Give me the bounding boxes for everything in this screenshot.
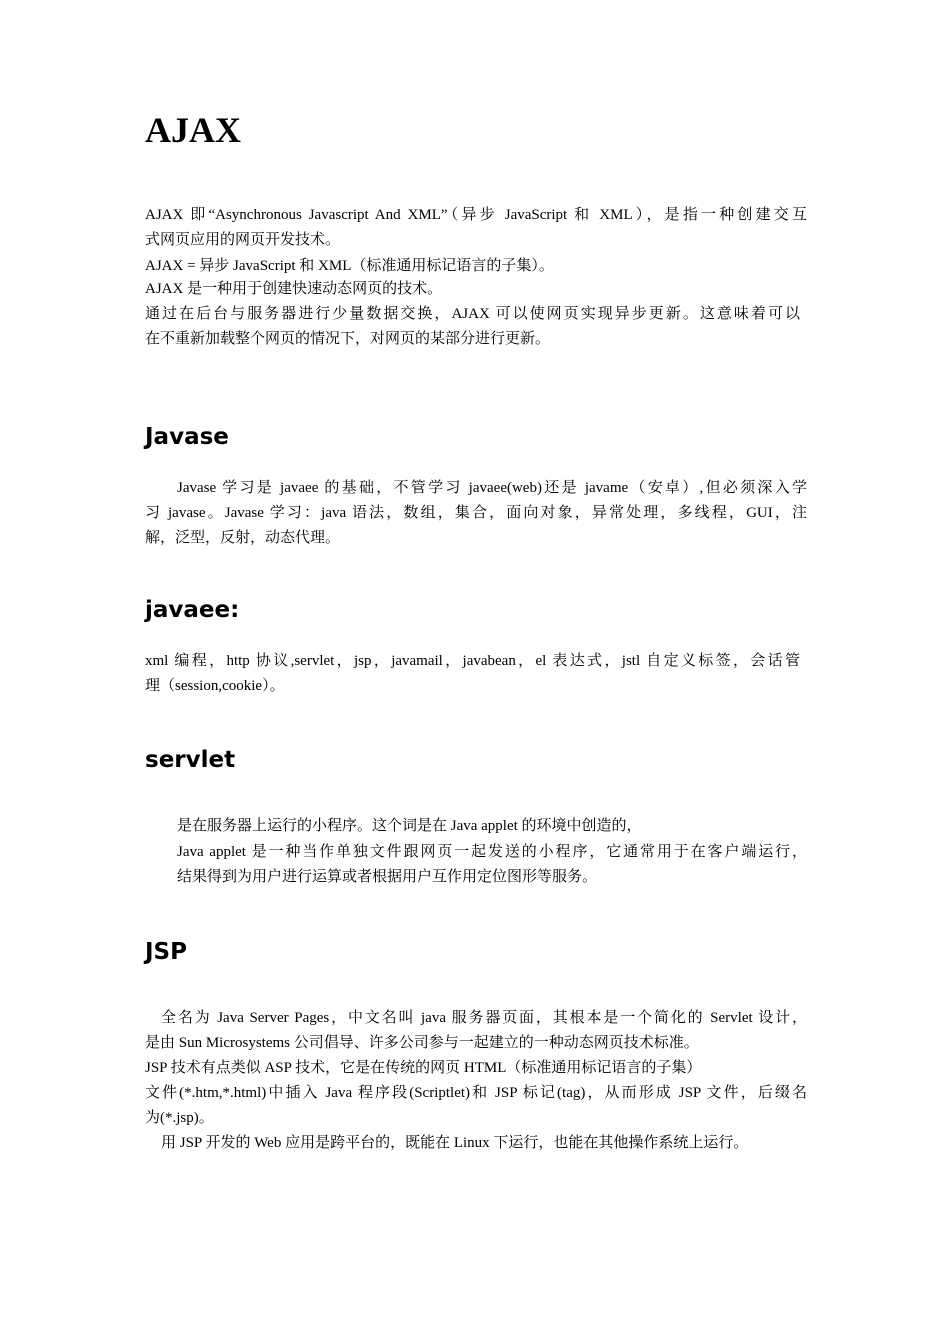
javase-line-1: Javase 学习是 javaee 的基础，不管学习 javaee(web)还是 javame（安卓）,但必须深入学 — [177, 480, 807, 496]
javase-heading: Javase — [145, 424, 229, 450]
javaee-line-2: 理（session,cookie）。 — [145, 678, 285, 694]
ajax-line-1: AJAX 即“Asynchronous Javascript And XML”（异步 JavaScript 和 XML），是指一种创建交互 — [145, 207, 807, 223]
jsp-line-2: 是由 Sun Microsystems 公司倡导、许多公司参与一起建立的一种动态网页技术标准。 — [145, 1035, 699, 1051]
servlet-line-1: 是在服务器上运行的小程序。这个词是在 Java applet 的环境中创造的， — [177, 818, 642, 834]
ajax-line-4: AJAX 是一种用于创建快速动态网页的技术。 — [145, 281, 443, 297]
javaee-heading: javaee: — [145, 597, 240, 623]
ajax-line-6: 在不重新加载整个网页的情况下，对网页的某部分进行更新。 — [145, 331, 551, 347]
jsp-line-5: 为(*.jsp)。 — [145, 1110, 214, 1126]
servlet-line-3: 结果得到为用户进行运算或者根据用户互作用定位图形等服务。 — [177, 869, 598, 885]
servlet-heading: servlet — [145, 747, 236, 773]
javase-line-2: 习 javase。Javase 学习：java 语法，数组，集合，面向对象，异常处理，多线程，GUI，注 — [145, 505, 807, 521]
javase-line-3: 解，泛型，反射，动态代理。 — [145, 530, 341, 546]
ajax-heading: AJAX — [145, 110, 241, 150]
jsp-heading: JSP — [145, 939, 187, 965]
jsp-line-4: 文件(*.htm,*.html)中插入 Java 程序段(Scriptlet)和 JSP 标记(tag)，从而形成 JSP 文件，后缀名 — [145, 1085, 807, 1101]
ajax-line-2: 式网页应用的网页开发技术。 — [145, 232, 341, 248]
ajax-line-5: 通过在后台与服务器进行少量数据交换，AJAX 可以使网页实现异步更新。这意味着可以 — [145, 306, 800, 322]
jsp-line-6: 用 JSP 开发的 Web 应用是跨平台的，既能在 Linux 下运行，也能在其他操作系统上运行。 — [161, 1135, 749, 1151]
jsp-line-3: JSP 技术有点类似 ASP 技术，它是在传统的网页 HTML（标准通用标记语言的子集） — [145, 1060, 702, 1076]
javaee-line-1: xml 编程，http 协议,servlet，jsp，javamail，javabean，el 表达式，jstl 自定义标签，会话管 — [145, 653, 800, 669]
jsp-line-1: 全名为 Java Server Pages，中文名叫 java 服务器页面，其根本是一个简化的 Servlet 设计， — [161, 1010, 807, 1026]
servlet-line-2: Java applet 是一种当作单独文件跟网页一起发送的小程序，它通常用于在客户端运行， — [177, 844, 807, 860]
ajax-line-3: AJAX = 异步 JavaScript 和 XML（标准通用标记语言的子集）。 — [145, 258, 554, 274]
